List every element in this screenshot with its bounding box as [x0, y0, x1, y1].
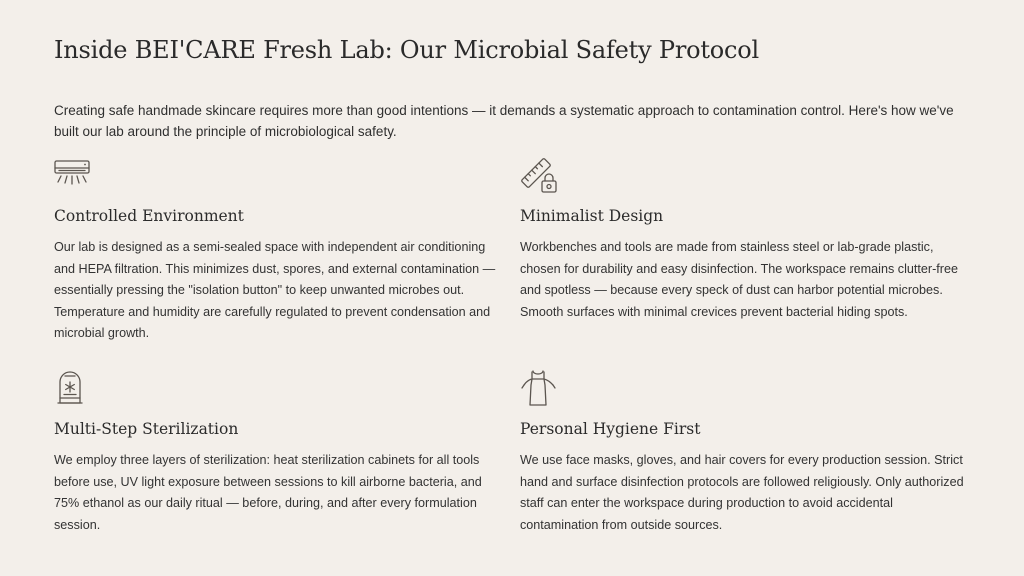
feature-body: We employ three layers of sterilization: heat sterilization cabinets for all tools before use, UV light exposure between sessions to kill airborne bacteria, and 75% ethanol as our daily ritual — before, during, and after every formulation session. [54, 453, 482, 532]
feature-personal-hygiene-first [520, 368, 972, 532]
feature-minimalist-design [520, 155, 972, 319]
feature-multi-step-sterilization [54, 368, 506, 532]
feature-controlled-environment [54, 155, 506, 340]
feature-title: Controlled Environment [54, 207, 244, 225]
page-title: Inside BEI'CARE Fresh Lab: Our Microbial Safety Protocol [54, 36, 760, 64]
air-conditioner-icon [54, 155, 94, 195]
feature-title: Personal Hygiene First [520, 420, 701, 438]
intro-paragraph: Creating safe handmade skincare requires more than good intentions — it demands a systematic approach to contamination control. Here's how we've built our lab around the principle of microbiological safety. [54, 103, 954, 139]
feature-title: Multi-Step Sterilization [54, 420, 239, 438]
feature-body: We use face masks, gloves, and hair covers for every production session. Strict hand and surface disinfection protocols are followed religiously. Only authorized staff can enter the workspace during production to avoid accidental contamination from outside sources. [520, 453, 964, 532]
ruler-lock-icon [520, 155, 560, 195]
page-content [54, 0, 970, 576]
sterilizer-icon [54, 368, 94, 408]
apron-icon [520, 368, 560, 408]
feature-title: Minimalist Design [520, 207, 664, 225]
feature-body: Our lab is designed as a semi-sealed space with independent air conditioning and HEPA filtration. This minimizes dust, spores, and external contamination — essentially pressing the "isolation button" to keep unwanted microbes out. Temperature and humidity are carefully regulated to prevent condensation and microbial growth. [54, 240, 496, 340]
feature-body: Workbenches and tools are made from stainless steel or lab-grade plastic, chosen for durability and easy disinfection. The workspace remains clutter-free and spotless — because every speck of dust can harbor potential microbes. Smooth surfaces with minimal crevices prevent bacterial hiding spots. [520, 240, 958, 319]
